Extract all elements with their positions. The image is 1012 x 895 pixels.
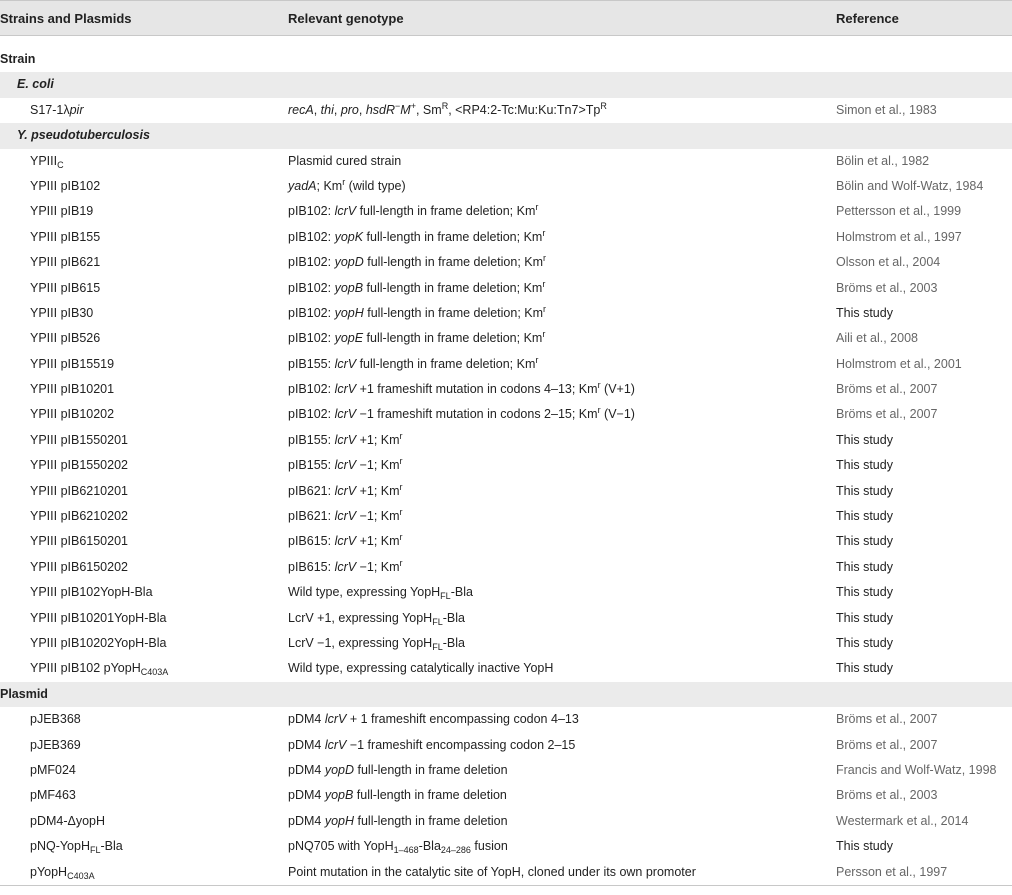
strain-name: YPIII pIB526 (30, 331, 101, 346)
genotype: pIB621: lcrV +1; Km$^r$ (288, 481, 403, 498)
table-row (0, 250, 1012, 275)
strain-name: YPIII pIB10201YopH-Bla (30, 610, 167, 625)
table-row (0, 301, 1012, 326)
table-row (0, 809, 1012, 834)
table-row (0, 580, 1012, 605)
header-strains: Strains and Plasmids (0, 11, 132, 26)
genotype: pIB102: yopD full-length in frame deletion; Km$^r$ (288, 253, 547, 270)
group-label: E. coli (17, 77, 54, 92)
strain-name: YPIII pIB6150202 (30, 559, 128, 574)
strain-name: YPIII pIB6150201 (30, 534, 128, 549)
reference: Bröms et al., 2007 (836, 712, 938, 727)
table-row (0, 860, 1012, 886)
table-row (0, 504, 1012, 529)
genotype: Point mutation in the catalytic site of YopH, cloned under its own promoter (288, 864, 696, 879)
plasmid-name: pYopH$_{C403A}$ (30, 864, 95, 881)
reference: Bröms et al., 2007 (836, 407, 938, 422)
strain-name: YPIII pIB19 (30, 204, 94, 219)
table-row (0, 783, 1012, 808)
table-row (0, 276, 1012, 301)
table-row (0, 428, 1012, 453)
plasmid-name: pJEB368 (30, 712, 81, 727)
strain-name: YPIII pIB10202 (30, 407, 115, 422)
strain-name: YPIII pIB102 (30, 178, 101, 193)
genotype: pIB615: lcrV +1; Km$^r$ (288, 532, 403, 549)
reference: This study (836, 839, 893, 854)
reference: Bröms et al., 2003 (836, 280, 938, 295)
strain-name: $YPIII_C$ (30, 153, 64, 170)
genotype: pIB155: lcrV −1; Km$^r$ (288, 456, 403, 473)
reference: This study (836, 534, 893, 549)
reference: This study (836, 509, 893, 524)
reference: Westermark et al., 2014 (836, 813, 969, 828)
header-reference: Reference (836, 11, 899, 26)
table-row (0, 377, 1012, 402)
strain-name: YPIII pIB1550202 (30, 458, 128, 473)
table-row (0, 834, 1012, 859)
genotype: pDM4 yopB full-length in frame deletion (288, 788, 507, 803)
genotype: pIB621: lcrV −1; Km$^r$ (288, 507, 403, 524)
strain-name: YPIII pIB10202YopH-Bla (30, 635, 167, 650)
reference: This study (836, 585, 893, 600)
genotype: pIB102: yopB full-length in frame deletion; Km$^r$ (288, 278, 546, 295)
table-row (0, 402, 1012, 427)
genotype: pDM4 lcrV −1 frameshift encompassing codon 2–15 (288, 737, 576, 752)
group-label: Y. pseudotuberculosis (17, 128, 150, 143)
genotype: pIB102: yopE full-length in frame deletion; Km$^r$ (288, 329, 546, 346)
strain-name: YPIII pIB6210202 (30, 509, 128, 524)
plasmid-name: pJEB369 (30, 737, 81, 752)
strain-name: YPIII pIB30 (30, 305, 94, 320)
section-plasmid (0, 682, 1012, 707)
reference: This study (836, 305, 893, 320)
reference: Pettersson et al., 1999 (836, 204, 962, 219)
table-row (0, 707, 1012, 732)
plasmid-name: pDM4-ΔyopH (30, 813, 106, 828)
genotype: pNQ705 with YopH$_{1-468}$-Bla$_{24-286}$ fusion (288, 839, 508, 856)
table-row (0, 199, 1012, 224)
table-row (0, 606, 1012, 631)
reference: Bröms et al., 2003 (836, 788, 938, 803)
genotype: pIB155: lcrV full-length in frame deletion; Km$^r$ (288, 354, 539, 371)
reference: Olsson et al., 2004 (836, 255, 941, 270)
plasmid-name: pMF024 (30, 762, 76, 777)
strain-name: YPIII pIB102YopH-Bla (30, 585, 153, 600)
genotype: yadA; Km$^r$ (wild type) (288, 176, 406, 193)
genotype: pIB102: lcrV +1 frameshift mutation in codons 4–13; Km$^r$ (V+1) (288, 380, 635, 397)
reference: Bölin and Wolf-Watz, 1984 (836, 178, 984, 193)
group-ypseudo (0, 123, 1012, 148)
strain-name: YPIII pIB6210201 (30, 483, 128, 498)
reference: This study (836, 661, 893, 676)
table-row (0, 529, 1012, 554)
reference: This study (836, 635, 893, 650)
reference: Bölin et al., 1982 (836, 153, 930, 168)
genotype: pDM4 lcrV + 1 frameshift encompassing codon 4–13 (288, 712, 579, 727)
reference: This study (836, 483, 893, 498)
section-strain (0, 47, 1012, 72)
section-label: Strain (0, 52, 36, 66)
plasmid-name: pMF463 (30, 788, 76, 803)
reference: Francis and Wolf-Watz, 1998 (836, 762, 997, 777)
reference: Aili et al., 2008 (836, 331, 918, 346)
strain-name: YPIII pIB102 pYopH$_{C403A}$ (30, 661, 169, 678)
genotype: recA, thi, pro, hsdR−M+, $Sm^R$, $<RP4:2-Tc:Mu:Ku:Tn7>Tp^R$ (288, 100, 607, 117)
genotype: LcrV −1, expressing YopH$_{FL}$-Bla (288, 635, 465, 652)
table-row (0, 326, 1012, 351)
section-label: Plasmid (0, 686, 48, 701)
reference: Simon et al., 1983 (836, 102, 937, 117)
strain-name: YPIII pIB155 (30, 229, 101, 244)
genotype: Plasmid cured strain (288, 153, 402, 168)
genotype: LcrV +1, expressing YopH$_{FL}$-Bla (288, 610, 465, 627)
reference: This study (836, 559, 893, 574)
genotype: Wild type, expressing catalytically inactive YopH (288, 661, 554, 676)
table-row (0, 174, 1012, 199)
reference: Holmstrom et al., 1997 (836, 229, 962, 244)
strain-name: YPIII pIB10201 (30, 382, 115, 397)
strain-name: YPIII pIB15519 (30, 356, 115, 371)
strain-name: YPIII pIB621 (30, 255, 101, 270)
reference: This study (836, 458, 893, 473)
header-genotype: Relevant genotype (288, 11, 404, 26)
table-row (0, 149, 1012, 174)
plasmid-name: pNQ-YopH$_{FL}$-Bla (30, 839, 123, 856)
strain-name: YPIII pIB615 (30, 280, 101, 295)
genotype: pDM4 yopD full-length in frame deletion (288, 762, 508, 777)
table-row (0, 758, 1012, 783)
genotype: pIB155: lcrV +1; Km$^r$ (288, 430, 403, 447)
reference: Bröms et al., 2007 (836, 382, 938, 397)
reference: Persson et al., 1997 (836, 864, 948, 879)
genotype: pIB102: lcrV full-length in frame deletion; Km$^r$ (288, 202, 539, 219)
strain-name: YPIII pIB1550201 (30, 432, 128, 447)
reference: This study (836, 610, 893, 625)
strain-name: S17-1λpir (30, 102, 84, 117)
table-row (0, 453, 1012, 478)
genotype: pDM4 yopH full-length in frame deletion (288, 813, 508, 828)
genotype: Wild type, expressing YopH$_{FL}$-Bla (288, 585, 473, 602)
group-ecoli (0, 72, 1012, 97)
table-row (0, 225, 1012, 250)
genotype: pIB102: yopH full-length in frame deletion; Km$^r$ (288, 303, 547, 320)
table-row (0, 631, 1012, 656)
table-header (0, 0, 1012, 36)
table-row (0, 733, 1012, 758)
reference: This study (836, 432, 893, 447)
genotype: pIB615: lcrV −1; Km$^r$ (288, 557, 403, 574)
reference: Holmstrom et al., 2001 (836, 356, 962, 371)
reference: Bröms et al., 2007 (836, 737, 938, 752)
table-row (0, 98, 1012, 123)
genotype: pIB102: yopK full-length in frame deletion; Km$^r$ (288, 227, 546, 244)
table-row (0, 352, 1012, 377)
genotype: pIB102: lcrV −1 frameshift mutation in codons 2–15; Km$^r$ (V−1) (288, 405, 635, 422)
table-row (0, 479, 1012, 504)
table-row (0, 555, 1012, 580)
table-row (0, 656, 1012, 681)
